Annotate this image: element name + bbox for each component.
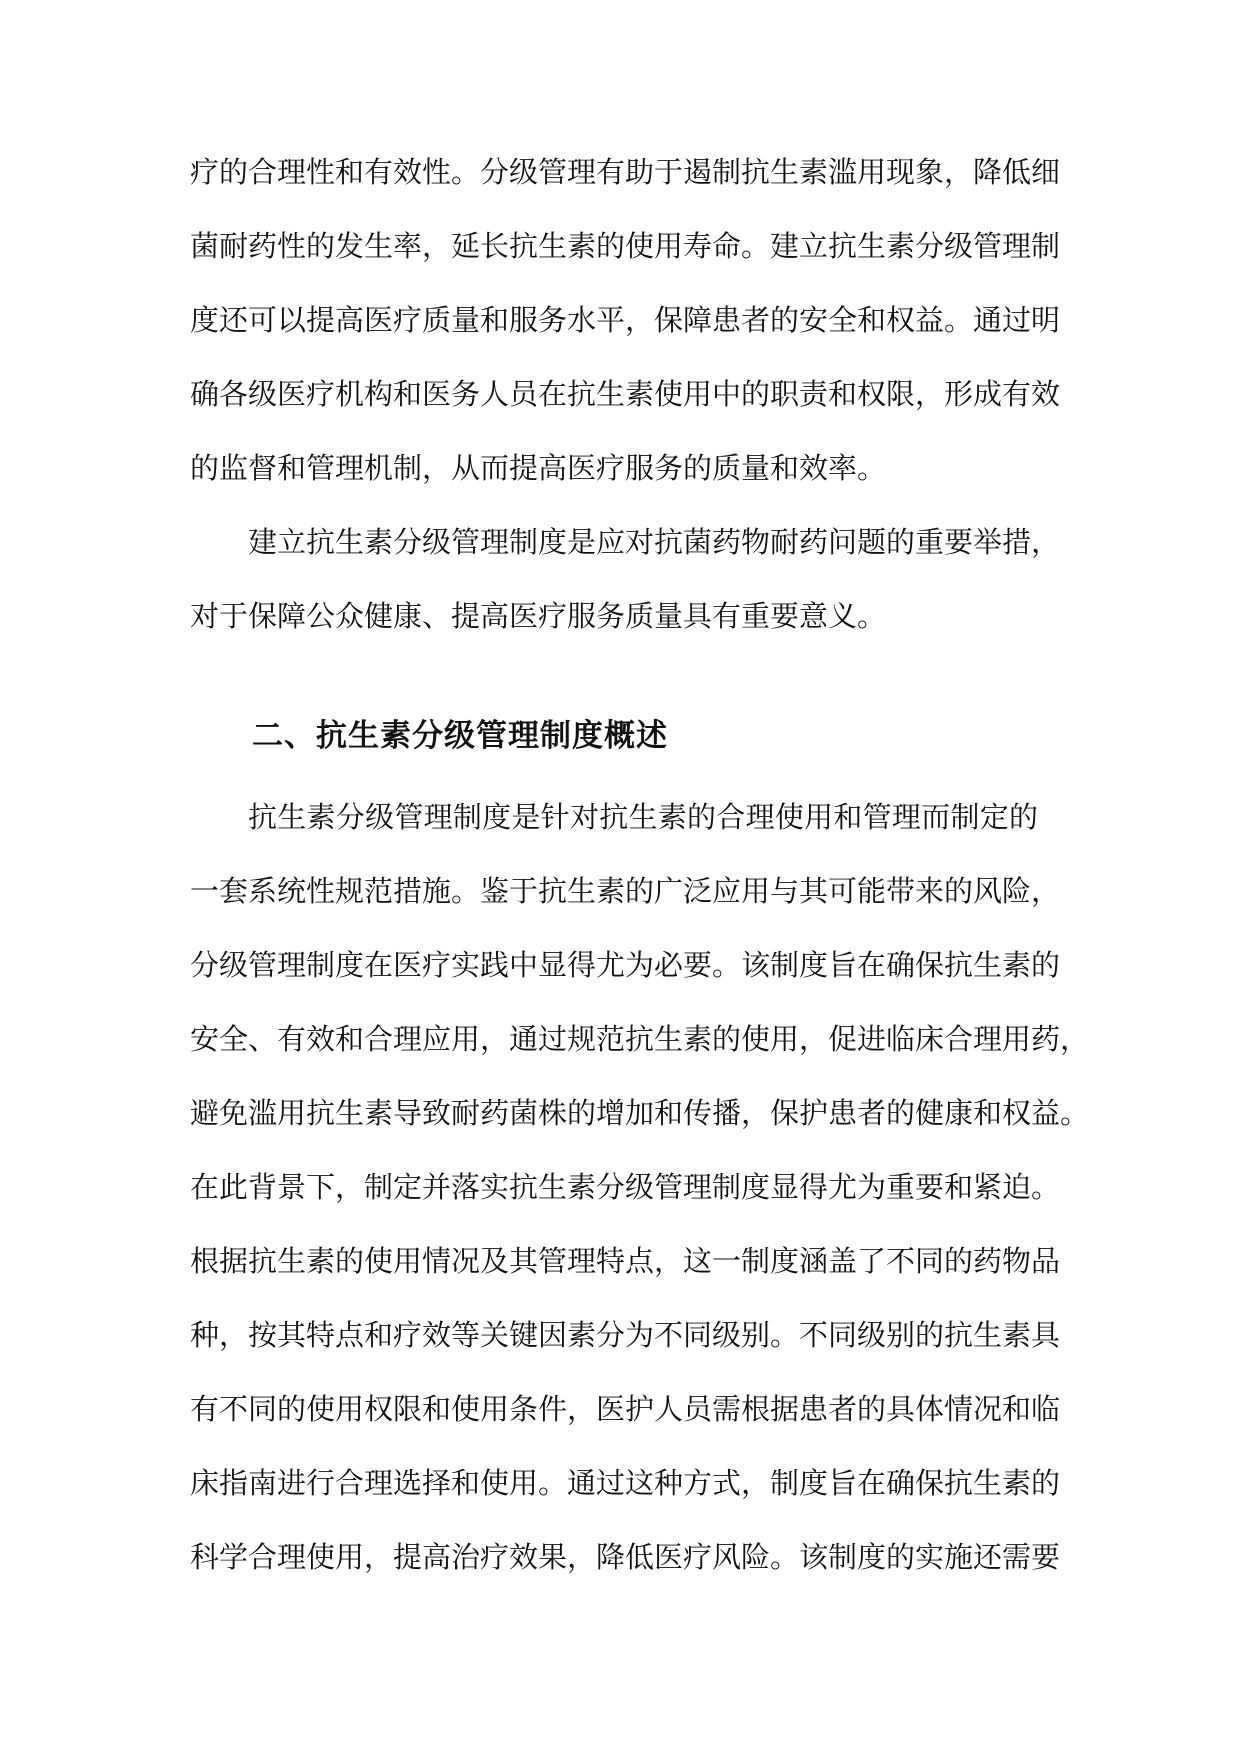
paragraph-1-line-4: 确各级医疗机构和医务人员在抗生素使用中的职责和权限，形成有效 xyxy=(190,377,1061,411)
paragraph-3-line-4: 安全、有效和合理应用，通过规范抗生素的使用，促进临床合理用药， xyxy=(190,1022,1090,1056)
paragraph-1-line-2: 菌耐药性的发生率，延长抗生素的使用寿命。建立抗生素分级管理制 xyxy=(190,229,1061,263)
paragraph-3-line-6: 在此背景下，制定并落实抗生素分级管理制度显得尤为重要和紧迫。 xyxy=(190,1170,1061,1204)
section-heading: 二、抗生素分级管理制度概述 xyxy=(252,718,668,754)
paragraph-3-line-7: 根据抗生素的使用情况及其管理特点，这一制度涵盖了不同的药物品 xyxy=(190,1244,1061,1278)
paragraph-1-line-5: 的监督和管理机制，从而提高医疗服务的质量和效率。 xyxy=(190,451,887,485)
paragraph-3-line-9: 有不同的使用权限和使用条件，医护人员需根据患者的具体情况和临 xyxy=(190,1392,1061,1426)
paragraph-3-line-11: 科学合理使用，提高治疗效果，降低医疗风险。该制度的实施还需要 xyxy=(190,1540,1061,1574)
paragraph-3-line-2: 一套系统性规范措施。鉴于抗生素的广泛应用与其可能带来的风险， xyxy=(190,874,1061,908)
paragraph-2-line-2: 对于保障公众健康、提高医疗服务质量具有重要意义。 xyxy=(190,599,887,633)
paragraph-3-line-1: 抗生素分级管理制度是针对抗生素的合理使用和管理而制定的 xyxy=(248,800,1038,834)
paragraph-1-line-3: 度还可以提高医疗质量和服务水平，保障患者的安全和权益。通过明 xyxy=(190,303,1061,337)
paragraph-3-line-8: 种，按其特点和疗效等关键因素分为不同级别。不同级别的抗生素具 xyxy=(190,1318,1061,1352)
paragraph-1-line-1: 疗的合理性和有效性。分级管理有助于遏制抗生素滥用现象，降低细 xyxy=(190,155,1061,189)
paragraph-2-line-1: 建立抗生素分级管理制度是应对抗菌药物耐药问题的重要举措， xyxy=(248,525,1061,559)
paragraph-3-line-3: 分级管理制度在医疗实践中显得尤为必要。该制度旨在确保抗生素的 xyxy=(190,948,1061,982)
paragraph-3-line-10: 床指南进行合理选择和使用。通过这种方式，制度旨在确保抗生素的 xyxy=(190,1466,1061,1500)
paragraph-3-line-5: 避免滥用抗生素导致耐药菌株的增加和传播，保护患者的健康和权益。 xyxy=(190,1096,1090,1130)
